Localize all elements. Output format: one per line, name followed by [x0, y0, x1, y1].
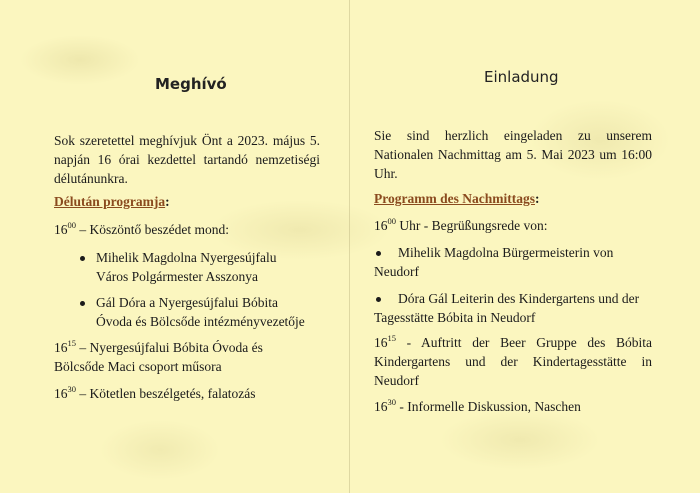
intro-hungarian: Sok szeretettel meghívjuk Önt a 2023. május 5. napján 16 órai kezdettel tartandó nemzetiségi délutánunkra. — [54, 133, 320, 186]
program-item-hungarian-2: $16^{15}$ – Nyergesújfalui Bóbita Óvoda és Bölcsőde Maci csoport műsora — [54, 338, 263, 374]
bullet-item-hungarian-2: Gál Dóra a Nyergesújfalui Bóbita Óvoda és Bölcsőde intézményvezetője — [96, 295, 305, 329]
intro-german: Sie sind herzlich eingeladen zu unserem Nationalen Nachmittag am 5. Mai 2023 um 16:00 Uhr. — [374, 128, 652, 181]
bullet-dot — [80, 256, 85, 261]
bullet-item-german-2: Dóra Gál Leiterin des Kindergartens und der Tagesstätte Bóbita in Neudorf — [374, 291, 640, 325]
program-item-german-2: $16^{15}$ - Auftritt der Beer Gruppe des Bóbita Kindergartens und der Kindertagesstätte in Neudorf — [374, 333, 652, 388]
program-item-hungarian-1: $16^{00}$ – Köszöntő beszédet mond: — [54, 220, 229, 237]
bullet-item-hungarian-1: Mihelik Magdolna Nyergesújfalu Város Polgármester Asszonya — [96, 250, 277, 284]
title-hungarian: Meghívó — [155, 75, 227, 93]
page-fold — [349, 0, 350, 493]
program-heading-german: Programm des Nachmittags: — [374, 191, 540, 206]
program-item-german-1: $16^{00}$ Uhr - Begrüßungsrede von: — [374, 216, 548, 233]
bullet-dot — [80, 301, 85, 306]
title-german: Einladung — [484, 68, 559, 86]
program-item-german-3: $16^{30}$ - Informelle Diskussion, Naschen — [374, 397, 581, 414]
program-heading-hungarian: Délután programja: — [54, 194, 170, 209]
program-item-hungarian-3: $16^{30}$ – Kötetlen beszélgetés, falatozás — [54, 384, 256, 401]
bullet-item-german-1: Mihelik Magdolna Bürgermeisterin von Neudorf — [374, 245, 614, 279]
